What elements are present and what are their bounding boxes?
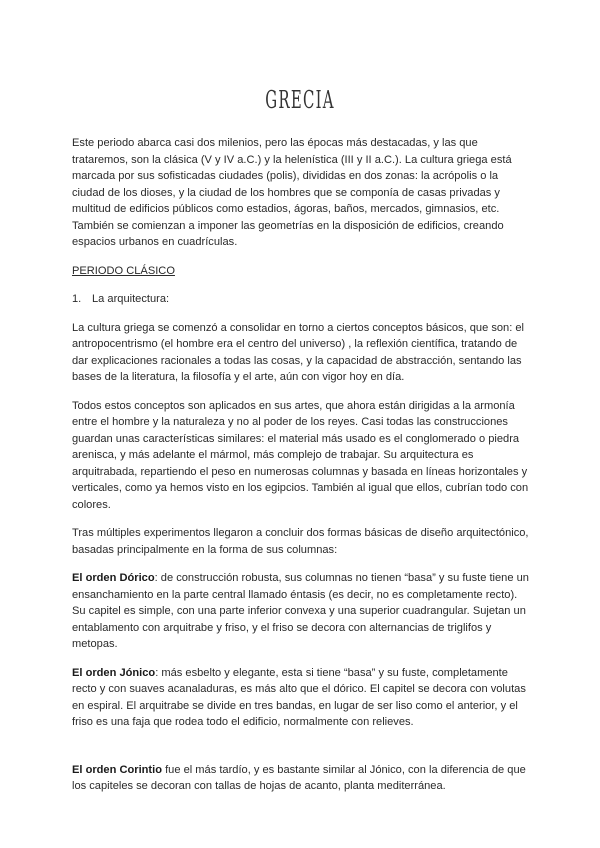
- paragraph-doric: [72, 570, 532, 653]
- numbered-item: [72, 291, 532, 308]
- paragraph-ionic: [72, 665, 532, 731]
- document-body: [72, 135, 532, 807]
- corinth-label: El orden Corintio: [72, 763, 162, 776]
- paragraph-forms: Tras múltiples experimentos llegaron a concluir dos formas básicas de diseño arquitectónico, basadas principalmente en la forma de sus columnas:: [72, 527, 529, 556]
- doric-text: : de construcción robusta, sus columnas no tienen “basa” y su fuste tiene un ensanchamiento en la parte central llamado éntasis (es decir, no es completamente recto). Su capitel es simple, con una parte inferior convexa y una superior cuadrangular. Sujetan un entablamento con arquitrabe y friso, y el friso se decora con alternancias de triglifos y metopas.: [72, 572, 529, 650]
- intro-paragraph: Este periodo abarca casi dos milenios, pero las épocas más destacadas, y las que trataremos, son la clásica (V y IV a.C.) y la helenística (III y II a.C.). La cultura griega está marcada por sus sofisticadas ciudades (polis), divididas en dos zonas: la acrópolis o la ciudad de los dioses, y la ciudad de los hombres que se componía de casas privadas y multitud de edificios públicos como estadios, ágoras, baños, mercados, gimnasios, etc. También se comienzan a imponer las geometrías en la disposición de edificios, creando espacios urbanos en cuadrículas.: [72, 137, 512, 248]
- item-label: La arquitectura:: [92, 293, 170, 305]
- section-heading: PERIODO CLÁSICO: [72, 264, 175, 277]
- item-number: 1.: [72, 293, 82, 305]
- paragraph-corinthian: [72, 762, 532, 795]
- corinth-text: fue el más tardío, y es bastante similar al Jónico, con la diferencia de que los capiteles se decoran con tallas de hojas de acanto, planta mediterránea.: [72, 763, 526, 792]
- paragraph-arts: Todos estos conceptos son aplicados en sus artes, que ahora están dirigidas a la armonía entre el hombre y la naturaleza y no al poder de los reyes. Casi todas las construcciones guardan unas características similares: el material más usado es el conglomerado o piedra arenisca, y más adelante el mármol, más complejo de trabajar. Su arquitectura es arquitrabada, repartiendo el peso en numerosas columnas y basada en líneas horizontales y verticales, como ya hemos visto en los egipcios. También al igual que ellos, cubrían todo con colores.: [72, 399, 529, 511]
- page-title: GRECIA: [265, 86, 335, 114]
- ionic-label: El orden Jónico: [72, 666, 156, 679]
- paragraph-concepts: La cultura griega se comenzó a consolidar en torno a ciertos conceptos básicos, que son: el antropocentrismo (el hombre era el centro del universo) , la reflexión científica, tratando de dar explicaciones racionales a todas las cosas, y la capacidad de abstracción, sentando las bases de la literatura, la filosofía y el arte, aún con vigor hoy en día.: [72, 321, 525, 383]
- blank-space: [72, 743, 532, 762]
- ionic-text: : más esbelto y elegante, esta si tiene “basa” y su fuste, completamente recto y con suaves acanaladuras, es más alto que el dórico. El capitel se decora con volutas en espiral. El arquitrabe se divide en tres bandas, en lugar de ser liso como el anterior, y el friso es una faja que rodea todo el edificio, normalmente con relieves.: [72, 666, 526, 728]
- doric-label: El orden Dórico: [72, 572, 155, 584]
